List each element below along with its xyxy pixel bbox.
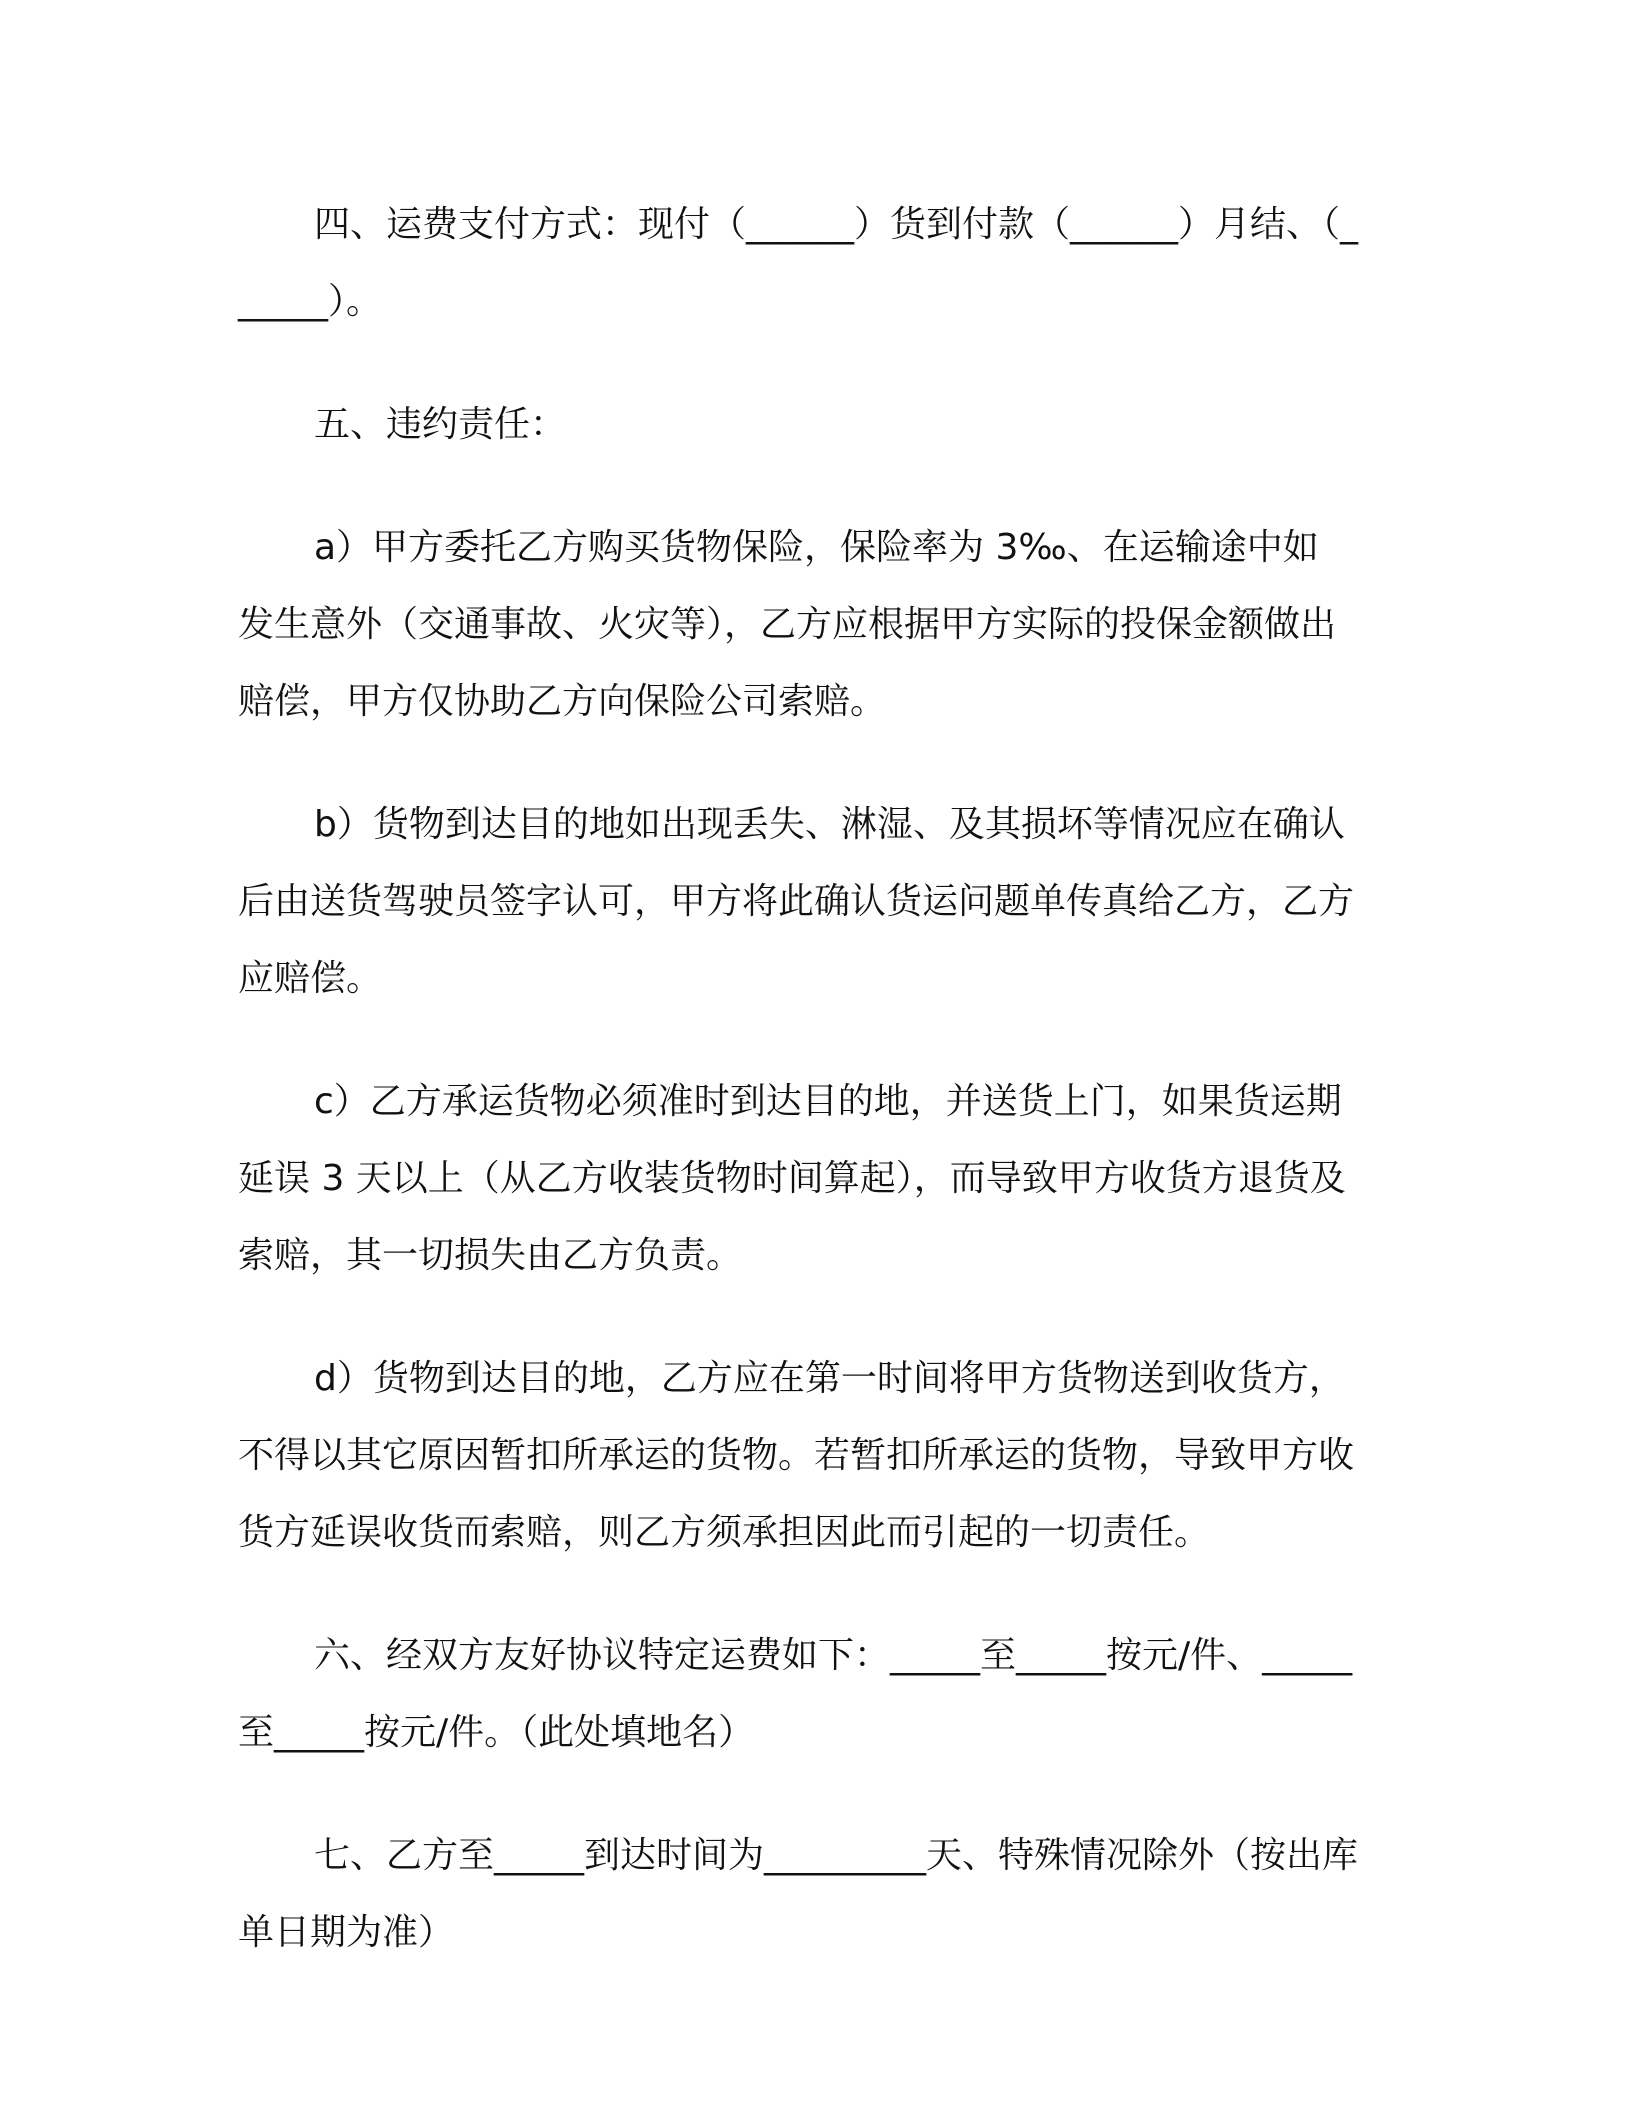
damage-confirmation-clause: b）货物到达目的地如出现丢失、淋湿、及其损坏等情况应在确认后由送货驾驶员签字认可，甲方将此确认货运问题单传真给乙方，乙方应赔偿。 — [238, 804, 1355, 999]
arrival-time-clause: 七、乙方至_____到达时间为_________天、特殊情况除外（按出库单日期为准） — [238, 1835, 1359, 1953]
special-freight-clause: 六、经双方友好协议特定运费如下：_____至_____按元/件、_____至_____按元/件。（此处填地名） — [238, 1635, 1353, 1753]
breach-liability-heading: 五、违约责任： — [314, 404, 567, 445]
insurance-clause: a）甲方委托乙方购买货物保险，保险率为 3‰、在运输途中如发生意外（交通事故、火灾等），乙方应根据甲方实际的投保金额做出赔偿，甲方仅协助乙方向保险公司索赔。 — [238, 527, 1337, 722]
cargo-detention-clause: d）货物到达目的地，乙方应在第一时间将甲方货物送到收货方，不得以其它原因暂扣所承运的货物。若暂扣所承运的货物，导致甲方收货方延误收货而索赔，则乙方须承担因此而引起的一切责任。 — [238, 1358, 1355, 1553]
delivery-delay-clause: c）乙方承运货物必须准时到达目的地，并送货上门，如果货运期延误 3 天以上（从乙方收装货物时间算起），而导致甲方收货方退货及索赔，其一切损失由乙方负责。 — [238, 1081, 1346, 1276]
payment-method-clause: 四、运费支付方式：现付（______）货到付款（______）月结、（______）。 — [238, 204, 1359, 322]
document-body — [238, 186, 1368, 1971]
